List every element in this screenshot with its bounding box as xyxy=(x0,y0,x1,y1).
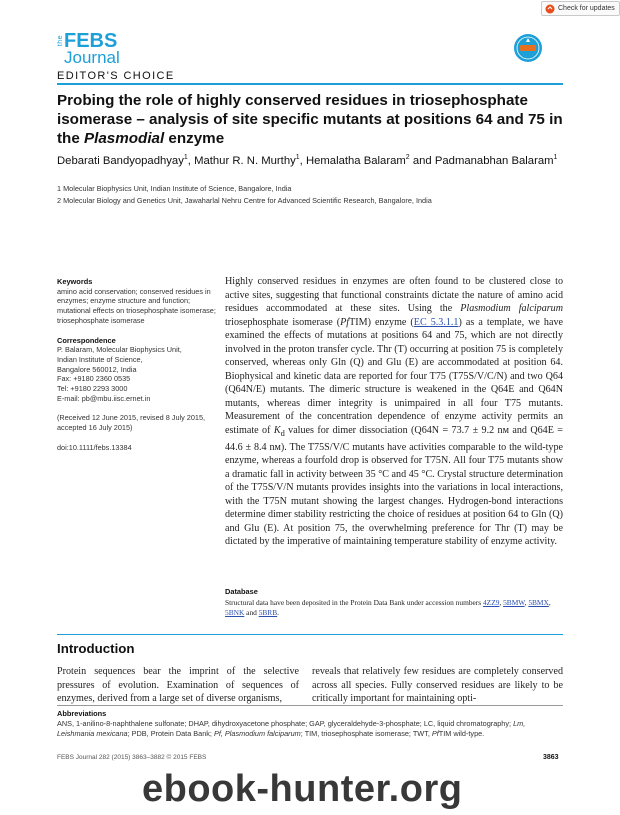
affiliation: 1 Molecular Biophysics Unit, Indian Institute of Science, Bangalore, India xyxy=(57,184,292,193)
journal-citation-footer: FEBS Journal 282 (2015) 3863–3882 © 2015 FEBS xyxy=(57,754,207,761)
author: Hemalatha Balaram xyxy=(305,154,406,167)
correspondence-email: E-mail: pb@mbu.iisc.ernet.in xyxy=(57,393,151,403)
doi: doi:10.1111/febs.13384 xyxy=(57,442,132,452)
abbreviations-rule xyxy=(57,705,563,706)
keywords-heading: Keywords xyxy=(57,277,93,286)
page-number: 3863 xyxy=(543,754,559,761)
correspondence-line: Tel: +9180 2293 3000 xyxy=(57,384,128,394)
intro-right-column: reveals that relatively few residues are completely conserved across all species. Fully conserved residues are likely to be critically important for maintaining opti- xyxy=(312,666,563,705)
logo-journal-text: Journal xyxy=(64,48,120,67)
correspondence-line: Bangalore 560012, India xyxy=(57,364,137,374)
pdb-link[interactable]: 4ZZ9 xyxy=(482,598,500,608)
correspondence-line: P. Balaram, Molecular Biophysics Unit, xyxy=(57,345,182,355)
pdb-link[interactable]: 5BMW xyxy=(503,598,525,608)
pdb-link[interactable]: 5BRB xyxy=(258,608,278,618)
article-sidebar xyxy=(57,277,217,453)
header-rule xyxy=(57,83,563,85)
database-heading: Database xyxy=(225,587,258,596)
received-dates: (Received 12 June 2015, revised 8 July 2015, accepted 16 July 2015) xyxy=(57,413,206,433)
correspondence-line: Fax: +9180 2360 0535 xyxy=(57,374,131,384)
database-section: Database Structural data have been deposited in the Protein Data Bank under accession numbers 4ZZ9, 5BMW, 5BMX, 5BNK and 5BRB. xyxy=(225,587,563,619)
author: Mathur R. N. Murthy xyxy=(194,154,296,167)
update-icon xyxy=(545,4,555,14)
pdb-link[interactable]: 5BMX xyxy=(528,598,549,608)
keywords-text: amino acid conservation; conserved residues in enzymes; enzyme structure and function; mutational effects on triosephosphate isomerase; triosephosphate isomerase xyxy=(57,286,216,325)
febs-badge-icon xyxy=(513,33,543,63)
pdb-link[interactable]: 5BNK xyxy=(225,608,245,618)
correspondence-line: Indian Institute of Science, xyxy=(57,354,143,364)
author: Padmanabhan Balaram xyxy=(434,154,554,167)
check-for-updates-button[interactable] xyxy=(541,1,620,16)
abstract: Highly conserved residues in enzymes are often found to be clustered close to active sites, suggesting that functional constraints dictate the nature of amino acid residues accommodated at these sites. Using the Plasmodium falciparum triosephosphate isomerase (PfTIM) enzyme (EC 5.3.1.1) as a template, we have examined the effects of mutations at positions 64 and 75, which are not directly involved in the proton transfer cycle. Thr (T) occurring at position 75 is completely conserved, whereas only Gln (Q) and Glu (E) are accommodated at position 64. Biophysical and kinetic data are reported for four T75 (T75S/V/C/N) and two Q64 (Q64N/E) mutants. The dimeric structure is weakened in the Q64E and Q64N mutants, whereas dimer integrity is unimpaired in all four T75 mutants. Measurement of the concentration dependence of enzyme activity permits an estimate of $K_d$ values for dimer dissociation (Q64N = 73.7 ± 9.2 nᴍ and Q64E = 44.6 ± 8.4 nᴍ). The T75S/V/C mutants have activities comparable to the wild-type enzyme, whereas a fourfold drop is observed for T75N. All four T75 mutants show a dramatic fall in activity between 35 °C and 45 °C. Crystal structure determination of the T75S/V/N mutants provides insights into the variations in local interactions, with the T75N mutant showing the largest changes. Hydrogen-bond interactions determine dimer stability restricting the choice of residues at position 64 to Gln (Q) and Glu (E). At position 75, the overwhelming preference for Thr (T) may be dictated by the imperative of maintaining temperature stability of enzyme activity. xyxy=(225,276,563,548)
logo-febs-text: FEBS xyxy=(64,30,118,52)
check-for-updates-label: Check for updates xyxy=(558,5,615,12)
intro-rule xyxy=(57,634,563,635)
author-list: Debarati Bandyopadhyay$^1$, Mathur R. N. Murthy$^1$, Hemalatha Balaram$^2$ and Padmanabhan Balaram$^1$ xyxy=(57,154,558,167)
introduction-heading: Introduction xyxy=(57,641,135,656)
correspondence-heading: Correspondence xyxy=(57,335,116,345)
article-title: Probing the role of highly conserved residues in triosephosphate isomerase – analysis of site specific mutants at positions 64 and 75 in the Plasmodial enzyme xyxy=(57,92,563,147)
section-label: EDITOR'S CHOICE xyxy=(57,70,175,82)
abbreviations-heading: Abbreviations xyxy=(57,709,107,718)
author: Debarati Bandyopadhyay xyxy=(57,154,184,167)
logo-the-text: the xyxy=(57,35,64,47)
abbreviations: Abbreviations ANS, 1-anilino-8-naphthalene sulfonate; DHAP, dihydroxyacetone phosphate; GAP, glyceraldehyde-3-phosphate; LC, liquid chromatography; Lm, Leishmania mexicana; PDB, Protein Data Bank; Pf, Plasmodium falciparum; TIM, triosephosphate isomerase; TWT, PfTIM wild-type. xyxy=(57,709,563,739)
intro-left-column: Protein sequences bear the imprint of the selective pressures of evolution. Examination of sequences of enzymes, derived from a large set of diverse organisms, xyxy=(57,666,299,705)
watermark: ebook-hunter.org xyxy=(142,768,463,810)
affiliation: 2 Molecular Biology and Genetics Unit, Jawaharlal Nehru Centre for Advanced Scientific Research, Bangalore, India xyxy=(57,196,432,205)
ec-link[interactable]: EC 5.3.1.1 xyxy=(413,316,459,328)
